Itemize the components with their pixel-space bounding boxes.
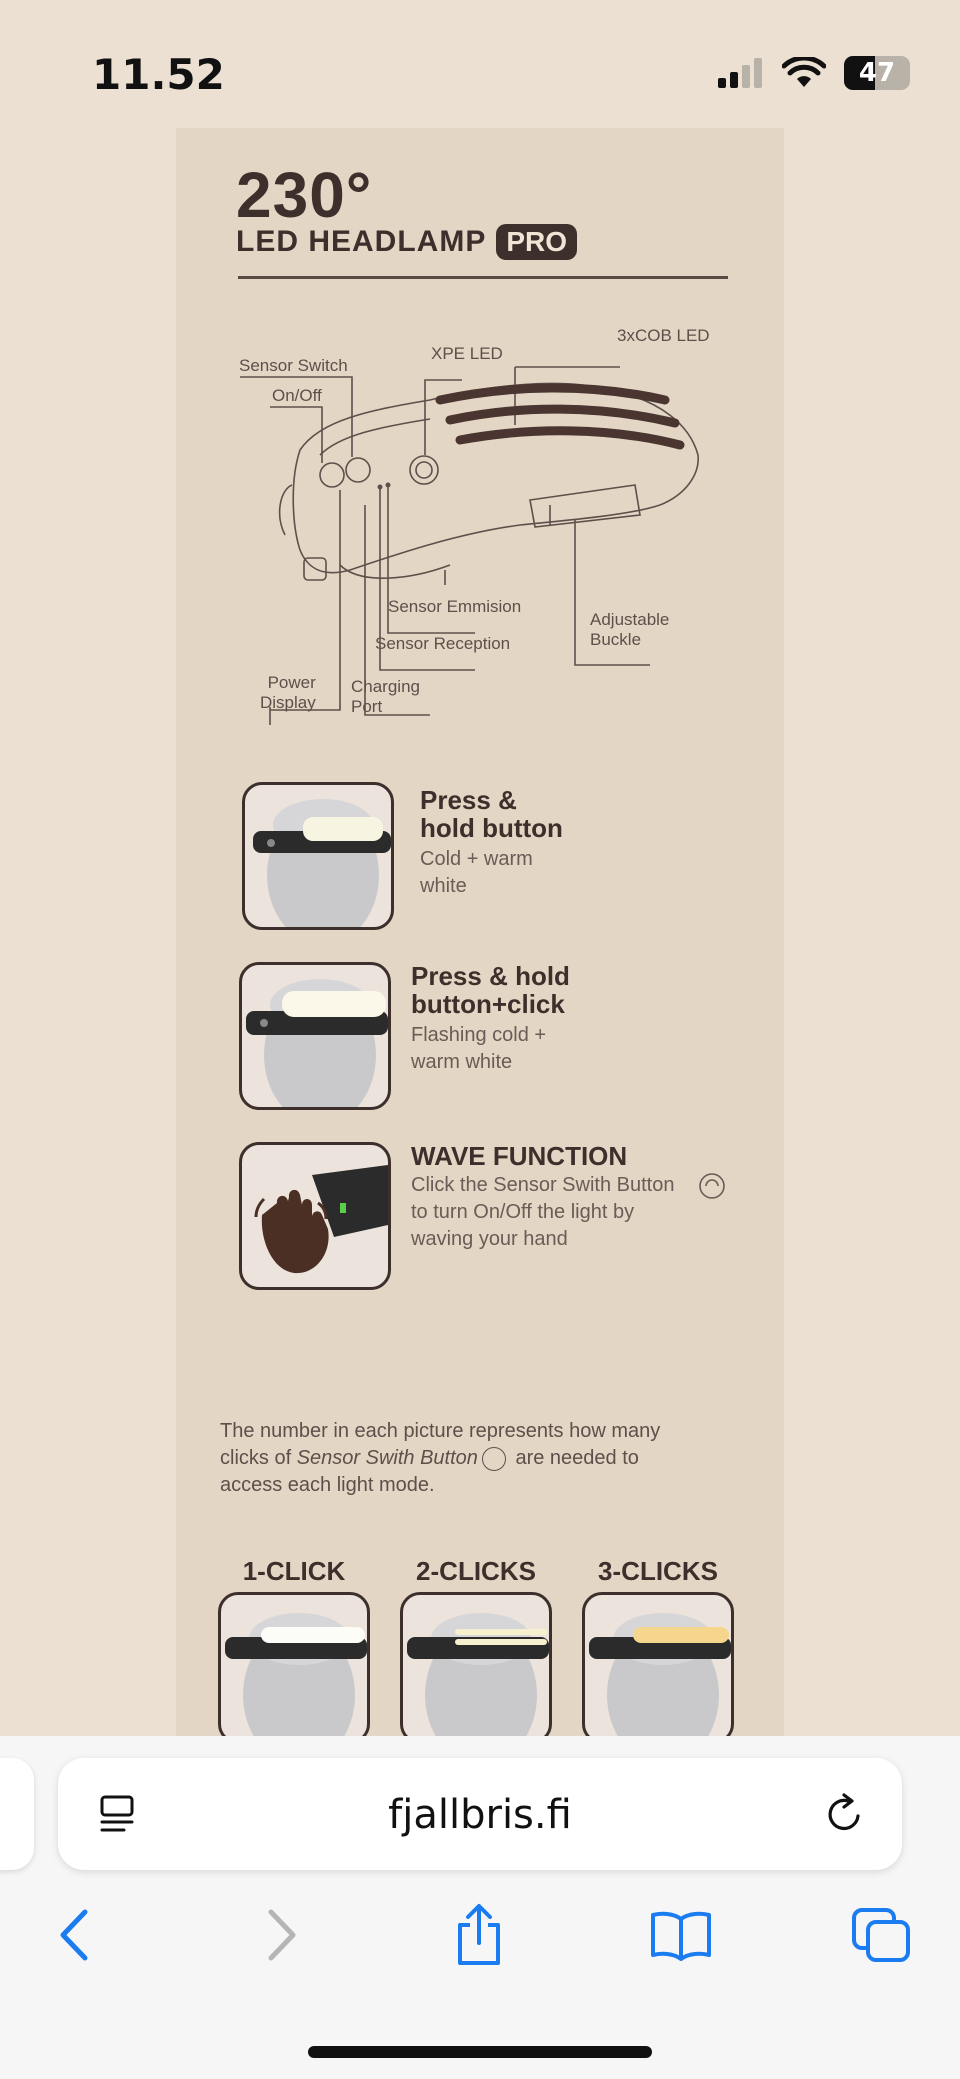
- clicks-note: [220, 1418, 740, 1499]
- address-bar[interactable]: [58, 1758, 902, 1870]
- pro-badge: PRO: [496, 224, 577, 260]
- click-thumb-3: [582, 1592, 734, 1744]
- click-label-2: 2-CLICKS: [416, 1556, 536, 1586]
- wifi-icon: [782, 57, 826, 89]
- label-on-off: On/Off: [272, 386, 322, 405]
- head-with-lamp-icon: [245, 785, 391, 927]
- title-divider: [238, 276, 728, 279]
- back-arrow-icon: [57, 1908, 93, 1962]
- sensor-button-icon: [482, 1447, 506, 1471]
- battery-icon: [844, 56, 910, 90]
- head-with-lamp-icon: [585, 1595, 731, 1741]
- cellular-signal-icon: [718, 58, 764, 88]
- click-label-3: 3-CLICKS: [598, 1556, 718, 1586]
- tabs-icon: [850, 1906, 912, 1964]
- share-button[interactable]: [444, 1905, 514, 1965]
- label-xpe-led: XPE LED: [431, 344, 503, 363]
- status-time: 11.52: [92, 50, 225, 99]
- product-title: [236, 224, 577, 260]
- label-sensor-switch: Sensor Switch: [239, 356, 348, 375]
- forward-button[interactable]: [246, 1905, 316, 1965]
- note-text-1: The number in each picture represents how many clicks of: [220, 1420, 661, 1469]
- click-thumb-2: [400, 1592, 552, 1744]
- product-angle: 230°: [236, 159, 373, 231]
- mode-desc: Flashing cold + warm white: [411, 1024, 547, 1073]
- head-with-lamp-icon: [242, 965, 388, 1107]
- share-icon: [452, 1903, 506, 1967]
- forward-arrow-icon: [263, 1908, 299, 1962]
- note-text-2: are needed to access each light mode.: [220, 1447, 639, 1496]
- mode-press-hold-click: [236, 962, 776, 1112]
- mode-thumb-1: [242, 782, 394, 930]
- label-sensor-emission: Sensor Emmision: [388, 597, 522, 616]
- label-cob-led: 3xCOB LED: [617, 326, 710, 345]
- tabs-button[interactable]: [846, 1905, 916, 1965]
- home-indicator[interactable]: [308, 2046, 652, 2058]
- battery-level: 47: [858, 58, 896, 88]
- mode-title: Press & hold button+click: [411, 961, 570, 1019]
- click-thumb-1: [218, 1592, 370, 1744]
- mode-desc: Cold + warm white: [420, 848, 533, 897]
- click-label-1: 1-CLICK: [242, 1556, 346, 1586]
- label-power-display: Power Display: [260, 673, 316, 712]
- mode-wave-function: [236, 1142, 776, 1292]
- headlamp-illustration: [230, 315, 730, 735]
- head-with-lamp-icon: [403, 1595, 549, 1741]
- mode-title: WAVE FUNCTION: [411, 1141, 628, 1171]
- bookmarks-icon: [649, 1909, 713, 1961]
- status-icons: [718, 56, 910, 90]
- mode-desc: Click the Sensor Swith Button to turn On/Off the light by waving your hand: [411, 1174, 675, 1250]
- mode-press-hold: [236, 782, 776, 932]
- headlamp-diagram: [230, 315, 730, 735]
- reload-icon[interactable]: [822, 1792, 866, 1836]
- back-button[interactable]: [40, 1905, 110, 1965]
- note-button-name: Sensor Swith Button: [296, 1447, 478, 1469]
- previous-tab-peek[interactable]: [0, 1758, 34, 1870]
- product-name: LED HEADLAMP: [236, 225, 487, 258]
- url-text[interactable]: fjallbris.fi: [388, 1792, 572, 1838]
- label-sensor-reception: Sensor Reception: [375, 634, 511, 653]
- head-with-lamp-icon: [221, 1595, 367, 1741]
- wave-hand-icon: [242, 1145, 388, 1287]
- label-adjustable-buckle: Adjustable Buckle: [590, 610, 670, 649]
- status-bar: [0, 0, 960, 130]
- mode-title: Press & hold button: [420, 785, 563, 843]
- bookmarks-button[interactable]: [646, 1905, 716, 1965]
- sensor-button-icon: [698, 1172, 726, 1200]
- mode-thumb-2: [239, 962, 391, 1110]
- label-charging-port: Charging Port: [351, 677, 420, 716]
- mode-thumb-3: [239, 1142, 391, 1290]
